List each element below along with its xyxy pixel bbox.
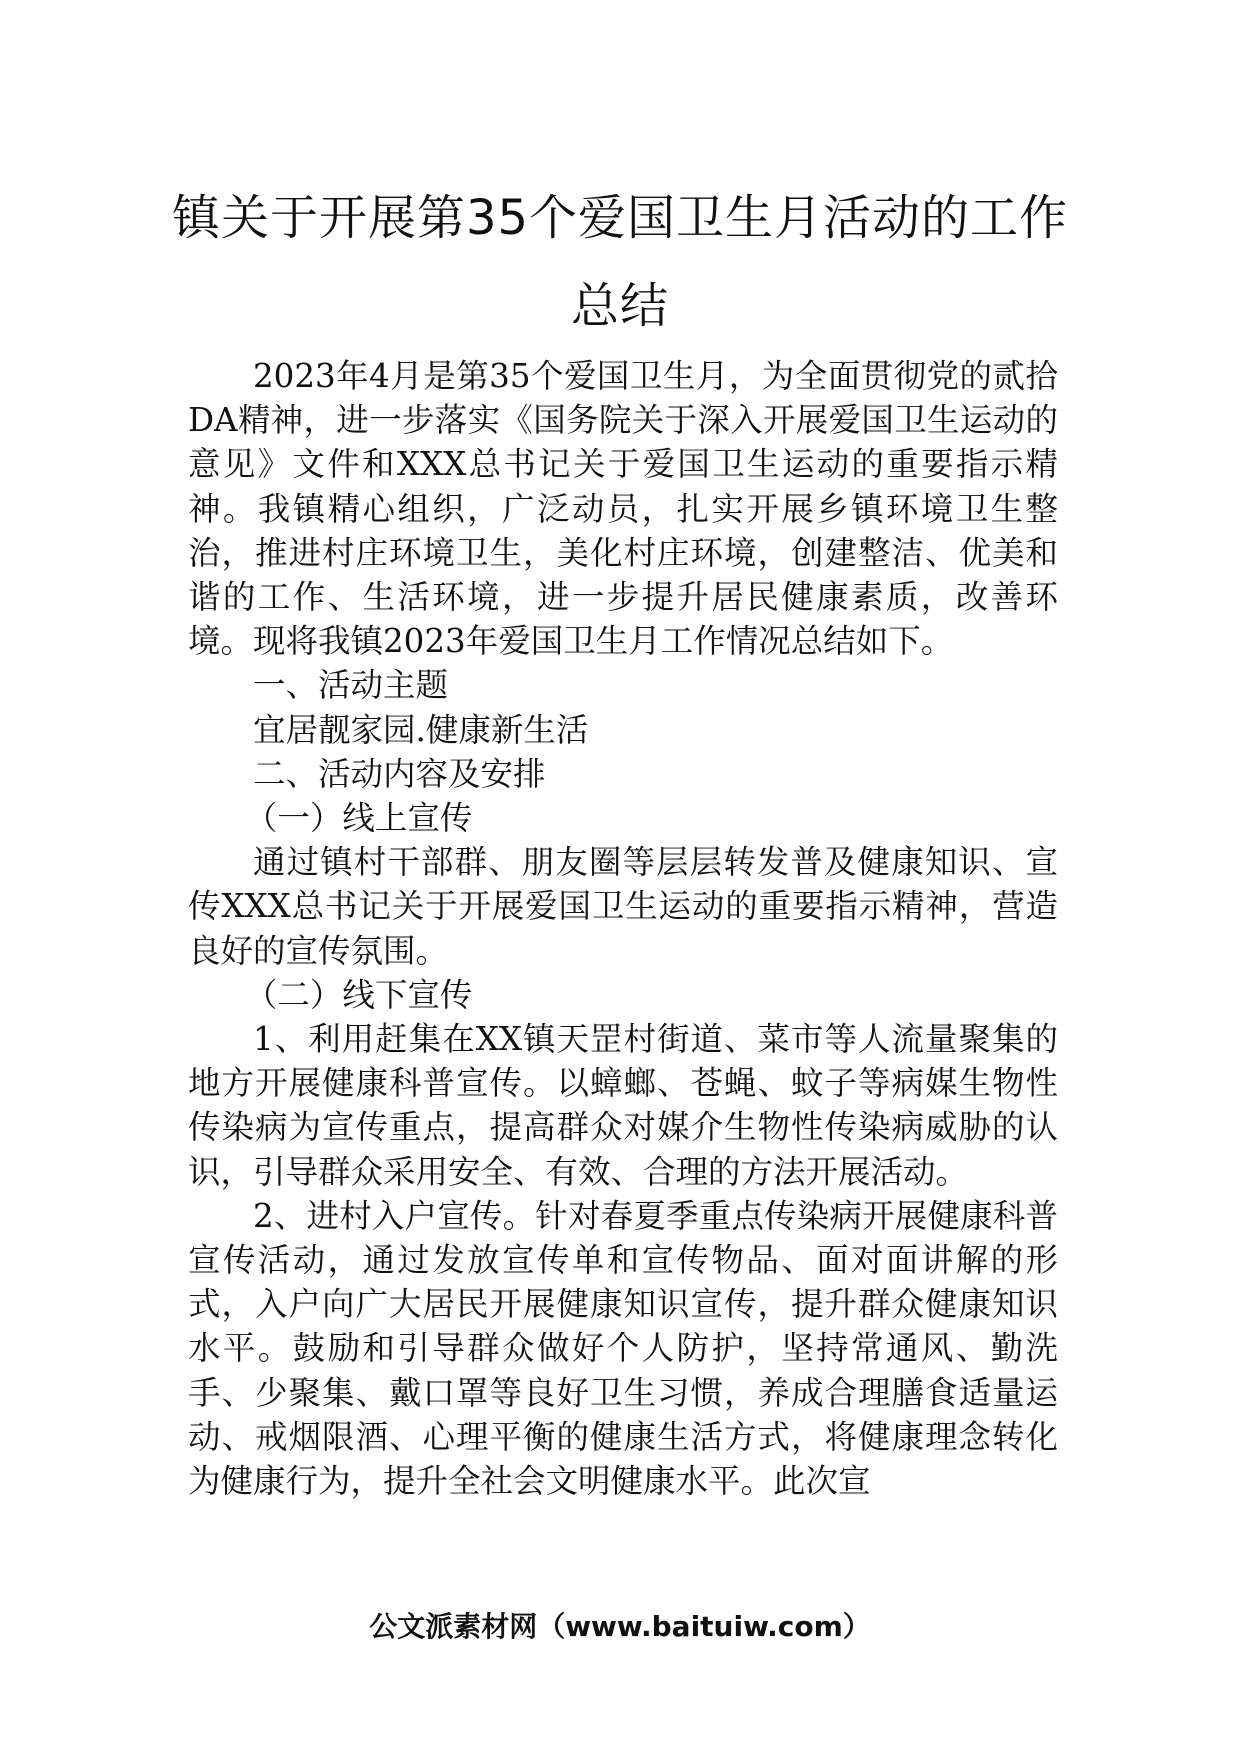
intro-paragraph: 2023年4月是第35个爱国卫生月，为全面贯彻党的贰拾DA精神，进一步落实《国务院关于深入开展爱国卫生运动的意见》文件和XXX总书记关于爱国卫生运动的重要指示精神。我镇精心组织，广泛动员，扎实开展乡镇环境卫生整治，推进村庄环境卫生，美化村庄环境，创建整洁、优美和谐的工作、生活环境，进一步提升居民健康素质，改善环境。现将我镇2023年爱国卫生月工作情况总结如下。 [188,357,1058,661]
online-paragraph: 通过镇村干部群、朋友圈等层层转发普及健康知识、宣传XXX总书记关于开展爱国卫生运动的重要指示精神，营造良好的宣传氛围。 [188,843,1058,970]
document-title-line-1: 镇关于开展第35个爱国卫生月活动的工作 [171,190,1069,246]
subheading-offline: （二）线下宣传 [244,975,473,1014]
section-heading-content: 二、活动内容及安排 [253,754,546,793]
theme-text: 宜居靓家园.健康新生活 [253,710,589,749]
document-title-line-2: 总结 [570,278,669,334]
document-body [188,354,1058,1503]
subheading-online: （一）线上宣传 [244,799,473,838]
section-heading-theme: 一、活动主题 [253,666,449,705]
offline-item-1: 1、利用赶集在XX镇天罡村街道、菜市等人流量聚集的地方开展健康科普宣传。以蟑螂、苍蝇、蚊子等病媒生物性传染病为宣传重点，提高群众对媒介生物性传染病威胁的认识，引导群众采用安全、有效、合理的方法开展活动。 [188,1020,1058,1191]
offline-item-2: 2、进村入户宣传。针对春夏季重点传染病开展健康科普宣传活动，通过发放宣传单和宣传物品、面对面讲解的形式，入户向广大居民开展健康知识宣传，提升群众健康知识水平。鼓励和引导群众做好个人防护，坚持常通风、勤洗手、少聚集、戴口罩等良好卫生习惯，养成合理膳食适量运动、戒烟限酒、心理平衡的健康生活方式，将健康理念转化为健康行为，提升全社会文明健康水平。此次宣 [188,1196,1058,1501]
footer-watermark: 公文派素材网（www.baituiw.com） [369,1610,871,1643]
